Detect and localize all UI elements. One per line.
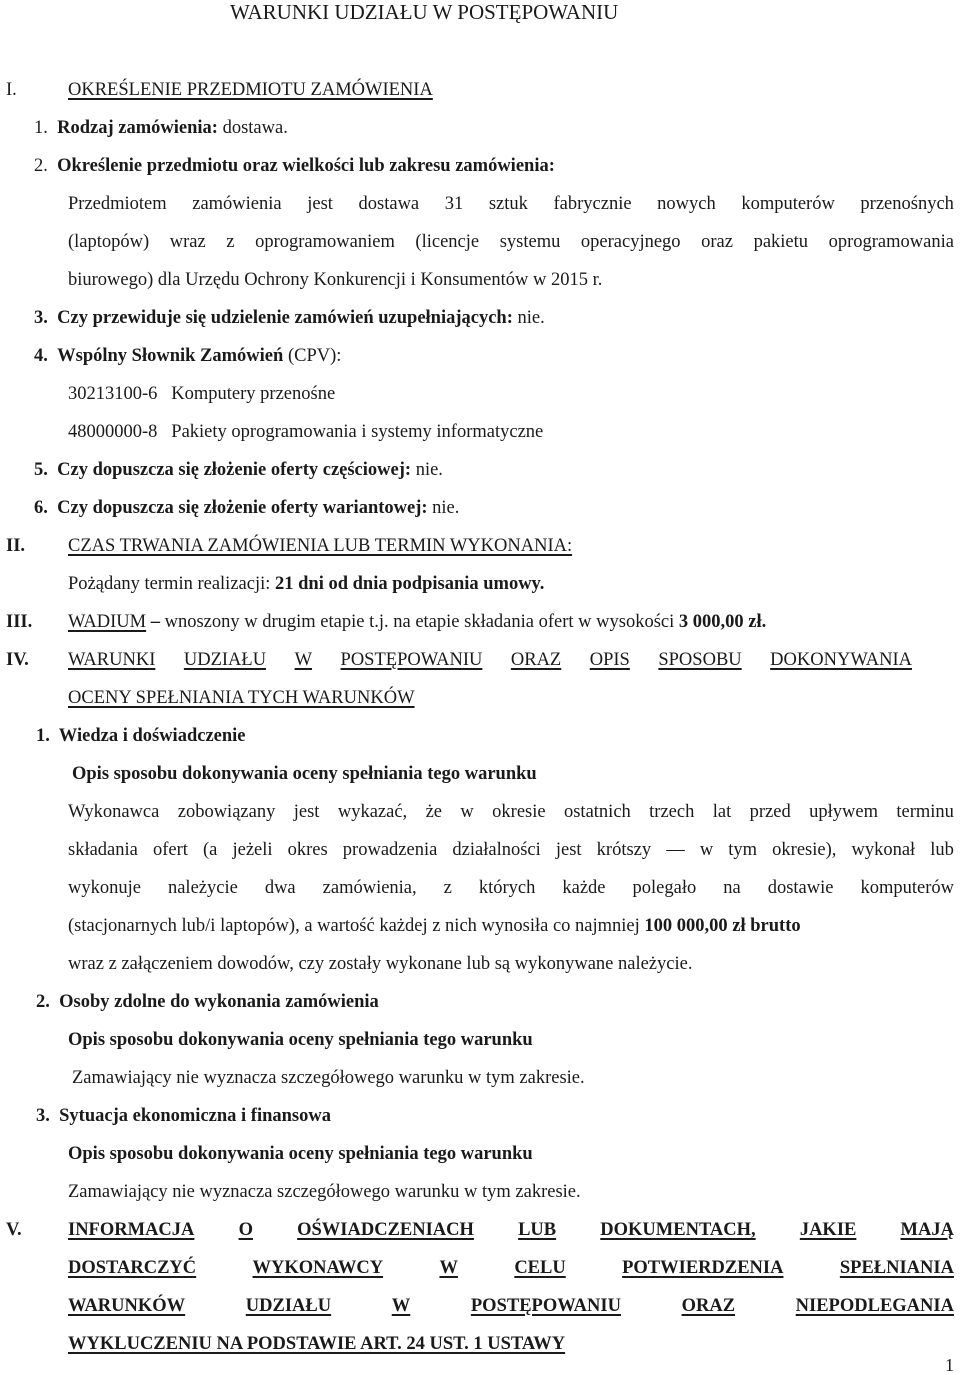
condition-number: 2. [36, 992, 50, 1012]
word: W [439, 1258, 458, 1278]
word: z [443, 878, 452, 898]
word: OPIS [589, 650, 630, 670]
condition-title: Sytuacja ekonomiczna i finansowa [59, 1106, 331, 1126]
word: WARUNKÓW [68, 1296, 186, 1316]
word: dostawa [358, 194, 420, 214]
word: WARUNKI [68, 650, 156, 670]
item-number: 1. [34, 118, 48, 138]
condition-title: Osoby zdolne do wykonania zamówienia [59, 992, 379, 1012]
condition-3-title [36, 1104, 331, 1128]
word: lat [712, 802, 732, 822]
item-1-2-text-line-3: biurowego) dla Urzędu Ochrony Konkurencji i Konsumentów w 2015 r. [68, 270, 603, 290]
condition-1-text-line-2 [68, 838, 954, 862]
section-1-number: I. [6, 80, 17, 100]
word: prowadzenia [342, 840, 438, 860]
condition-1-text-line-1 [68, 800, 954, 824]
word: przed [749, 802, 791, 822]
word: każde [562, 878, 606, 898]
word: Przedmiotem [68, 194, 167, 214]
word: w [699, 840, 714, 860]
word: O [238, 1220, 253, 1240]
section-3-text: wnoszony w drugim etapie t.j. na etapie składania ofert w wysokości [164, 612, 679, 632]
word: POTWIERDZENIA [622, 1258, 784, 1278]
word: oprogramowaniem [255, 232, 395, 252]
word: składania [68, 840, 138, 860]
word: wykazać, [337, 802, 408, 822]
word: — [666, 840, 685, 860]
item-label: Czy dopuszcza się złożenie oferty częściowej: [57, 460, 412, 480]
word: fabrycznie [553, 194, 632, 214]
word: LUB [518, 1220, 557, 1240]
condition-number: 1. [36, 726, 50, 746]
word: z [226, 232, 235, 252]
word: wykonał [851, 840, 916, 860]
condition-2-text: Zamawiający nie wyznacza szczegółowego warunku w tym zakresie. [72, 1068, 585, 1088]
word: zamówienia [192, 194, 282, 214]
word: UDZIAŁU [183, 650, 267, 670]
word: terminu [896, 802, 954, 822]
section-2-heading: CZAS TRWANIA ZAMÓWIENIA LUB TERMIN WYKONANIA: [68, 536, 573, 556]
item-label-suffix: (CPV): [283, 346, 342, 366]
word: jest [307, 194, 333, 214]
section-1-heading: OKREŚLENIE PRZEDMIOTU ZAMÓWIENIA [68, 80, 433, 100]
word: wraz [169, 232, 206, 252]
word: ofert [152, 840, 188, 860]
condition-3-text: Zamawiający nie wyznacza szczegółowego warunku w tym zakresie. [68, 1182, 581, 1202]
section-3-amount: 3 000,00 zł. [678, 612, 767, 632]
condition-1-amount: 100 000,00 zł brutto [644, 916, 801, 936]
word: okres [287, 840, 328, 860]
word: dwa [264, 878, 296, 898]
item-1-2-text-line-2 [68, 230, 954, 254]
condition-1-text-plain: (stacjonarnych lub/i laptopów), a wartość każdej z nich wynosiła co najmniej [68, 916, 645, 936]
cpv-code: 48000000-8 [68, 422, 158, 442]
condition-2-subtitle: Opis sposobu dokonywania oceny spełniania tego warunku [68, 1030, 533, 1050]
word: Wykonawca [68, 802, 160, 822]
section-2-text [68, 572, 544, 596]
word: DOSTARCZYĆ [68, 1258, 197, 1278]
section-4-heading-line-2: OCENY SPEŁNIANIA TYCH WARUNKÓW [68, 688, 415, 708]
word: jeżeli [232, 840, 273, 860]
item-1-2 [34, 154, 555, 178]
word: (a [203, 840, 218, 860]
cpv-code: 30213100-6 [68, 384, 158, 404]
item-1-5 [34, 458, 443, 482]
word: (licencje [415, 232, 480, 252]
word: działalności [452, 840, 541, 860]
word: INFORMACJA [68, 1220, 195, 1240]
word: (laptopów) [68, 232, 150, 252]
word: systemu [499, 232, 561, 252]
condition-2-title [36, 990, 379, 1014]
word: okresie), [772, 840, 837, 860]
condition-number: 3. [36, 1106, 50, 1126]
word: sztuk [488, 194, 528, 214]
word: wykonuje [68, 878, 141, 898]
item-number: 3. [34, 308, 48, 328]
word: ostatnich [563, 802, 631, 822]
section-3-number: III. [6, 612, 33, 632]
word: DOKONYWANIA [770, 650, 912, 670]
word: W [391, 1296, 411, 1316]
word: przenośnych [860, 194, 954, 214]
condition-1-subtitle: Opis sposobu dokonywania oceny spełniania tego warunku [72, 764, 537, 784]
item-number: 4. [34, 346, 48, 366]
dash: – [146, 612, 165, 632]
word: SPOSOBU [658, 650, 742, 670]
word: SPEŁNIANIA [839, 1258, 954, 1278]
section-2-text-bold: 21 dni od dnia podpisania umowy. [275, 574, 545, 594]
section-3-line [68, 610, 766, 634]
word: komputerów [741, 194, 835, 214]
item-label: Określenie przedmiotu oraz wielkości lub zakresu zamówienia: [57, 156, 555, 176]
word: oraz [701, 232, 733, 252]
section-3-heading: WADIUM [68, 612, 147, 632]
item-label: Rodzaj zamówienia: [57, 118, 218, 138]
item-number: 6. [34, 498, 48, 518]
word: należycie [167, 878, 238, 898]
word: DOKUMENTACH, [600, 1220, 756, 1240]
word: ORAZ [510, 650, 562, 670]
condition-1-text-line-5: wraz z załączeniem dowodów, czy zostały wykonane lub są wykonywane należycie. [68, 954, 693, 974]
word: nowych [657, 194, 716, 214]
word: CELU [514, 1258, 566, 1278]
section-2-number: II. [6, 536, 26, 556]
word: polegało [632, 878, 697, 898]
word: JAKIE [799, 1220, 857, 1240]
word: jest [555, 840, 582, 860]
item-value: nie. [427, 498, 460, 518]
word: POSTĘPOWANIU [340, 650, 483, 670]
item-number: 2. [34, 156, 48, 176]
item-1-4 [34, 344, 341, 368]
cpv-description: Pakiety oprogramowania i systemy informatyczne [171, 422, 544, 442]
item-1-3 [34, 306, 545, 330]
condition-1-title [36, 724, 246, 748]
word: w [460, 802, 474, 822]
section-2-text-plain: Pożądany termin realizacji: [68, 574, 276, 594]
cpv-description: Komputery przenośne [171, 384, 336, 404]
section-5-heading-line-1 [68, 1218, 954, 1242]
item-label: Wspólny Słownik Zamówień [57, 346, 284, 366]
section-4-number: IV. [6, 650, 29, 670]
cpv-code-row [68, 420, 543, 444]
condition-3-subtitle: Opis sposobu dokonywania oceny spełniania tego warunku [68, 1144, 533, 1164]
item-1-2-text-line-1 [68, 192, 954, 216]
page-number: 1 [945, 1355, 954, 1375]
word: dostawie [767, 878, 834, 898]
word: lub [930, 840, 954, 860]
word: tym [728, 840, 758, 860]
word: POSTĘPOWANIU [470, 1296, 621, 1316]
word: upływem [809, 802, 878, 822]
condition-1-text-line-3 [68, 876, 954, 900]
word: operacyjnego [580, 232, 681, 252]
item-1-6 [34, 496, 459, 520]
word: których [478, 878, 536, 898]
word: krótszy [596, 840, 652, 860]
item-number: 5. [34, 460, 48, 480]
word: ORAZ [681, 1296, 736, 1316]
cpv-code-row [68, 382, 335, 406]
section-4-heading-line-1 [68, 648, 912, 672]
section-5-heading-line-2 [68, 1256, 954, 1280]
word: OŚWIADCZENIACH [297, 1220, 474, 1240]
item-label: Czy dopuszcza się złożenie oferty wariantowej: [57, 498, 428, 518]
word: trzech [649, 802, 695, 822]
condition-1-text-line-4 [68, 914, 801, 938]
section-5-number: V. [6, 1220, 22, 1240]
word: jest [293, 802, 320, 822]
word: zobowiązany [177, 802, 276, 822]
item-label: Czy przewiduje się udzielenie zamówień uzupełniających: [57, 308, 513, 328]
word: że [425, 802, 442, 822]
item-value: nie. [411, 460, 443, 480]
word: 31 [444, 194, 464, 214]
section-5-heading-line-3 [68, 1294, 954, 1318]
word: oprogramowania [828, 232, 954, 252]
word: MAJĄ [900, 1220, 954, 1240]
word: UDZIAŁU [245, 1296, 332, 1316]
word: WYKONAWCY [252, 1258, 384, 1278]
word: NIEPODLEGANIA [795, 1296, 954, 1316]
word: pakietu [753, 232, 809, 252]
item-1-1 [34, 116, 288, 140]
word: komputerów [860, 878, 954, 898]
document-title: WARUNKI UDZIAŁU W POSTĘPOWANIU [230, 0, 619, 24]
item-value: dostawa. [217, 118, 288, 138]
word: okresie [492, 802, 546, 822]
word: na [723, 878, 741, 898]
condition-title: Wiedza i doświadczenie [58, 726, 246, 746]
word: zamówienia, [322, 878, 417, 898]
word: W [294, 650, 313, 670]
section-5-heading-line-4: WYKLUCZENIU NA PODSTAWIE ART. 24 UST. 1 USTAWY [68, 1334, 566, 1354]
item-value: nie. [512, 308, 545, 328]
